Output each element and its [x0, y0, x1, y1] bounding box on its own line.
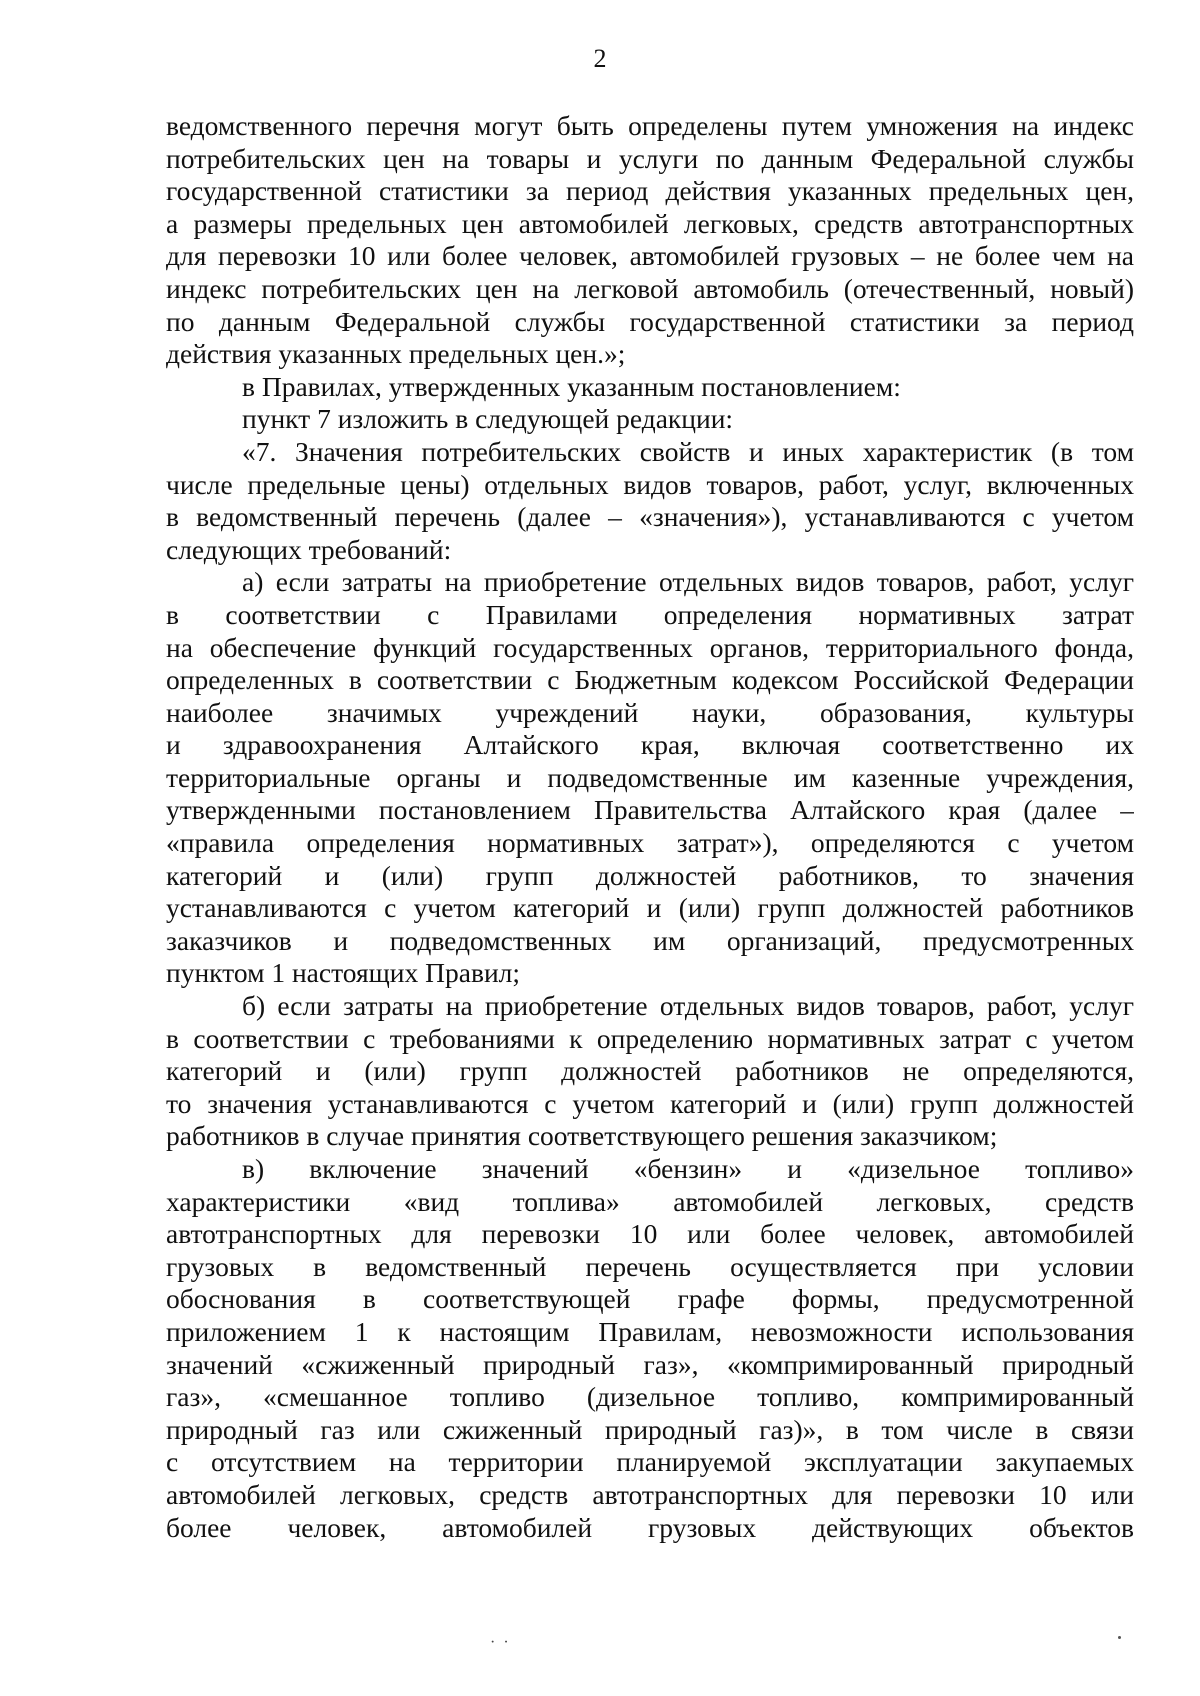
text-line: значений «сжиженный природный газ», «компримированный природный — [166, 1348, 1134, 1380]
text-line: категорий и (или) групп должностей работников, то значения — [166, 859, 1134, 891]
text-line: характеристики «вид топлива» автомобилей легковых, средств — [166, 1185, 1134, 1217]
text-line: автомобилей легковых, средств автотранспортных для перевозки 10 или — [166, 1478, 1134, 1510]
text-line: в Правилах, утвержденных указанным постановлением: — [242, 370, 901, 402]
text-line: «правила определения нормативных затрат»), определяются с учетом — [166, 827, 1134, 859]
document-body — [166, 110, 1134, 1544]
text-line: б) если затраты на приобретение отдельных видов товаров, работ, услуг — [242, 990, 1134, 1022]
text-line: приложением 1 к настоящим Правилам, невозможности использования — [166, 1315, 1134, 1347]
text-line: автотранспортных для перевозки 10 или более человек, автомобилей — [166, 1218, 1134, 1250]
text-line: грузовых в ведомственный перечень осуществляется при условии — [166, 1250, 1134, 1282]
text-line: более человек, автомобилей грузовых действующих объектов — [166, 1511, 1134, 1543]
text-line: пунктом 1 настоящих Правил; — [166, 957, 521, 989]
text-line: государственной статистики за период действия указанных предельных цен, — [166, 175, 1134, 207]
text-line: заказчиков и подведомственных им организаций, предусмотренных — [166, 924, 1134, 956]
text-line: в) включение значений «бензин» и «дизельное топливо» — [242, 1153, 1134, 1184]
text-line: по данным Федеральной службы государственной статистики за период — [166, 305, 1134, 337]
text-line: для перевозки 10 или более человек, автомобилей грузовых – не более чем на — [166, 240, 1134, 272]
text-line: а) если затраты на приобретение отдельных видов товаров, работ, услуг — [242, 566, 1134, 598]
text-line: с отсутствием на территории планируемой эксплуатации закупаемых — [166, 1446, 1134, 1478]
text-line: индекс потребительских цен на легковой автомобиль (отечественный, новый) — [166, 272, 1134, 304]
text-line: наиболее значимых учреждений науки, образования, культуры — [166, 696, 1134, 728]
text-line: категорий и (или) групп должностей работников не определяются, — [166, 1055, 1134, 1087]
text-line: числе предельные цены) отдельных видов товаров, работ, услуг, включенных — [166, 468, 1134, 500]
text-line: в соответствии с требованиями к определению нормативных затрат с учетом — [166, 1022, 1134, 1054]
text-line: устанавливаются с учетом категорий и (или) групп должностей работников — [166, 892, 1134, 924]
text-line: а размеры предельных цен автомобилей легковых, средств автотранспортных — [166, 207, 1134, 239]
text-line: следующих требований: — [166, 533, 452, 565]
text-line: определенных в соответствии с Бюджетным кодексом Российской Федерации — [166, 664, 1134, 696]
page-number: 2 — [593, 44, 607, 73]
text-line: в соответствии с Правилами определения нормативных затрат — [166, 598, 1134, 630]
scan-specks: · · — [490, 1634, 511, 1651]
text-line: «7. Значения потребительских свойств и иных характеристик (в том — [242, 435, 1134, 467]
text-line: на обеспечение функций государственных органов, территориального фонда, — [166, 631, 1134, 663]
text-line: утвержденными постановлением Правительства Алтайского края (далее – — [166, 794, 1134, 826]
text-line: действия указанных предельных цен.»; — [166, 338, 626, 370]
text-line: и здравоохранения Алтайского края, включая соответственно их — [166, 729, 1134, 761]
text-line: природный газ или сжиженный природный газ)», в том числе в связи — [166, 1413, 1134, 1445]
text-line: пункт 7 изложить в следующей редакции: — [242, 403, 734, 435]
text-line: территориальные органы и подведомственные им казенные учреждения, — [166, 761, 1134, 793]
text-line: газ», «смешанное топливо (дизельное топливо, компримированный — [166, 1381, 1134, 1413]
text-line: работников в случае принятия соответствующего решения заказчиком; — [166, 1120, 998, 1152]
text-line: ведомственного перечня могут быть определены путем умножения на индекс — [166, 110, 1134, 141]
text-line: то значения устанавливаются с учетом категорий и (или) групп должностей — [166, 1087, 1134, 1119]
text-line: потребительских цен на товары и услуги по данным Федеральной службы — [166, 142, 1134, 174]
text-line: обоснования в соответствующей графе формы, предусмотренной — [166, 1283, 1134, 1315]
text-line: в ведомственный перечень (далее – «значения»), устанавливаются с учетом — [166, 501, 1134, 533]
scan-speck — [1118, 1636, 1121, 1639]
